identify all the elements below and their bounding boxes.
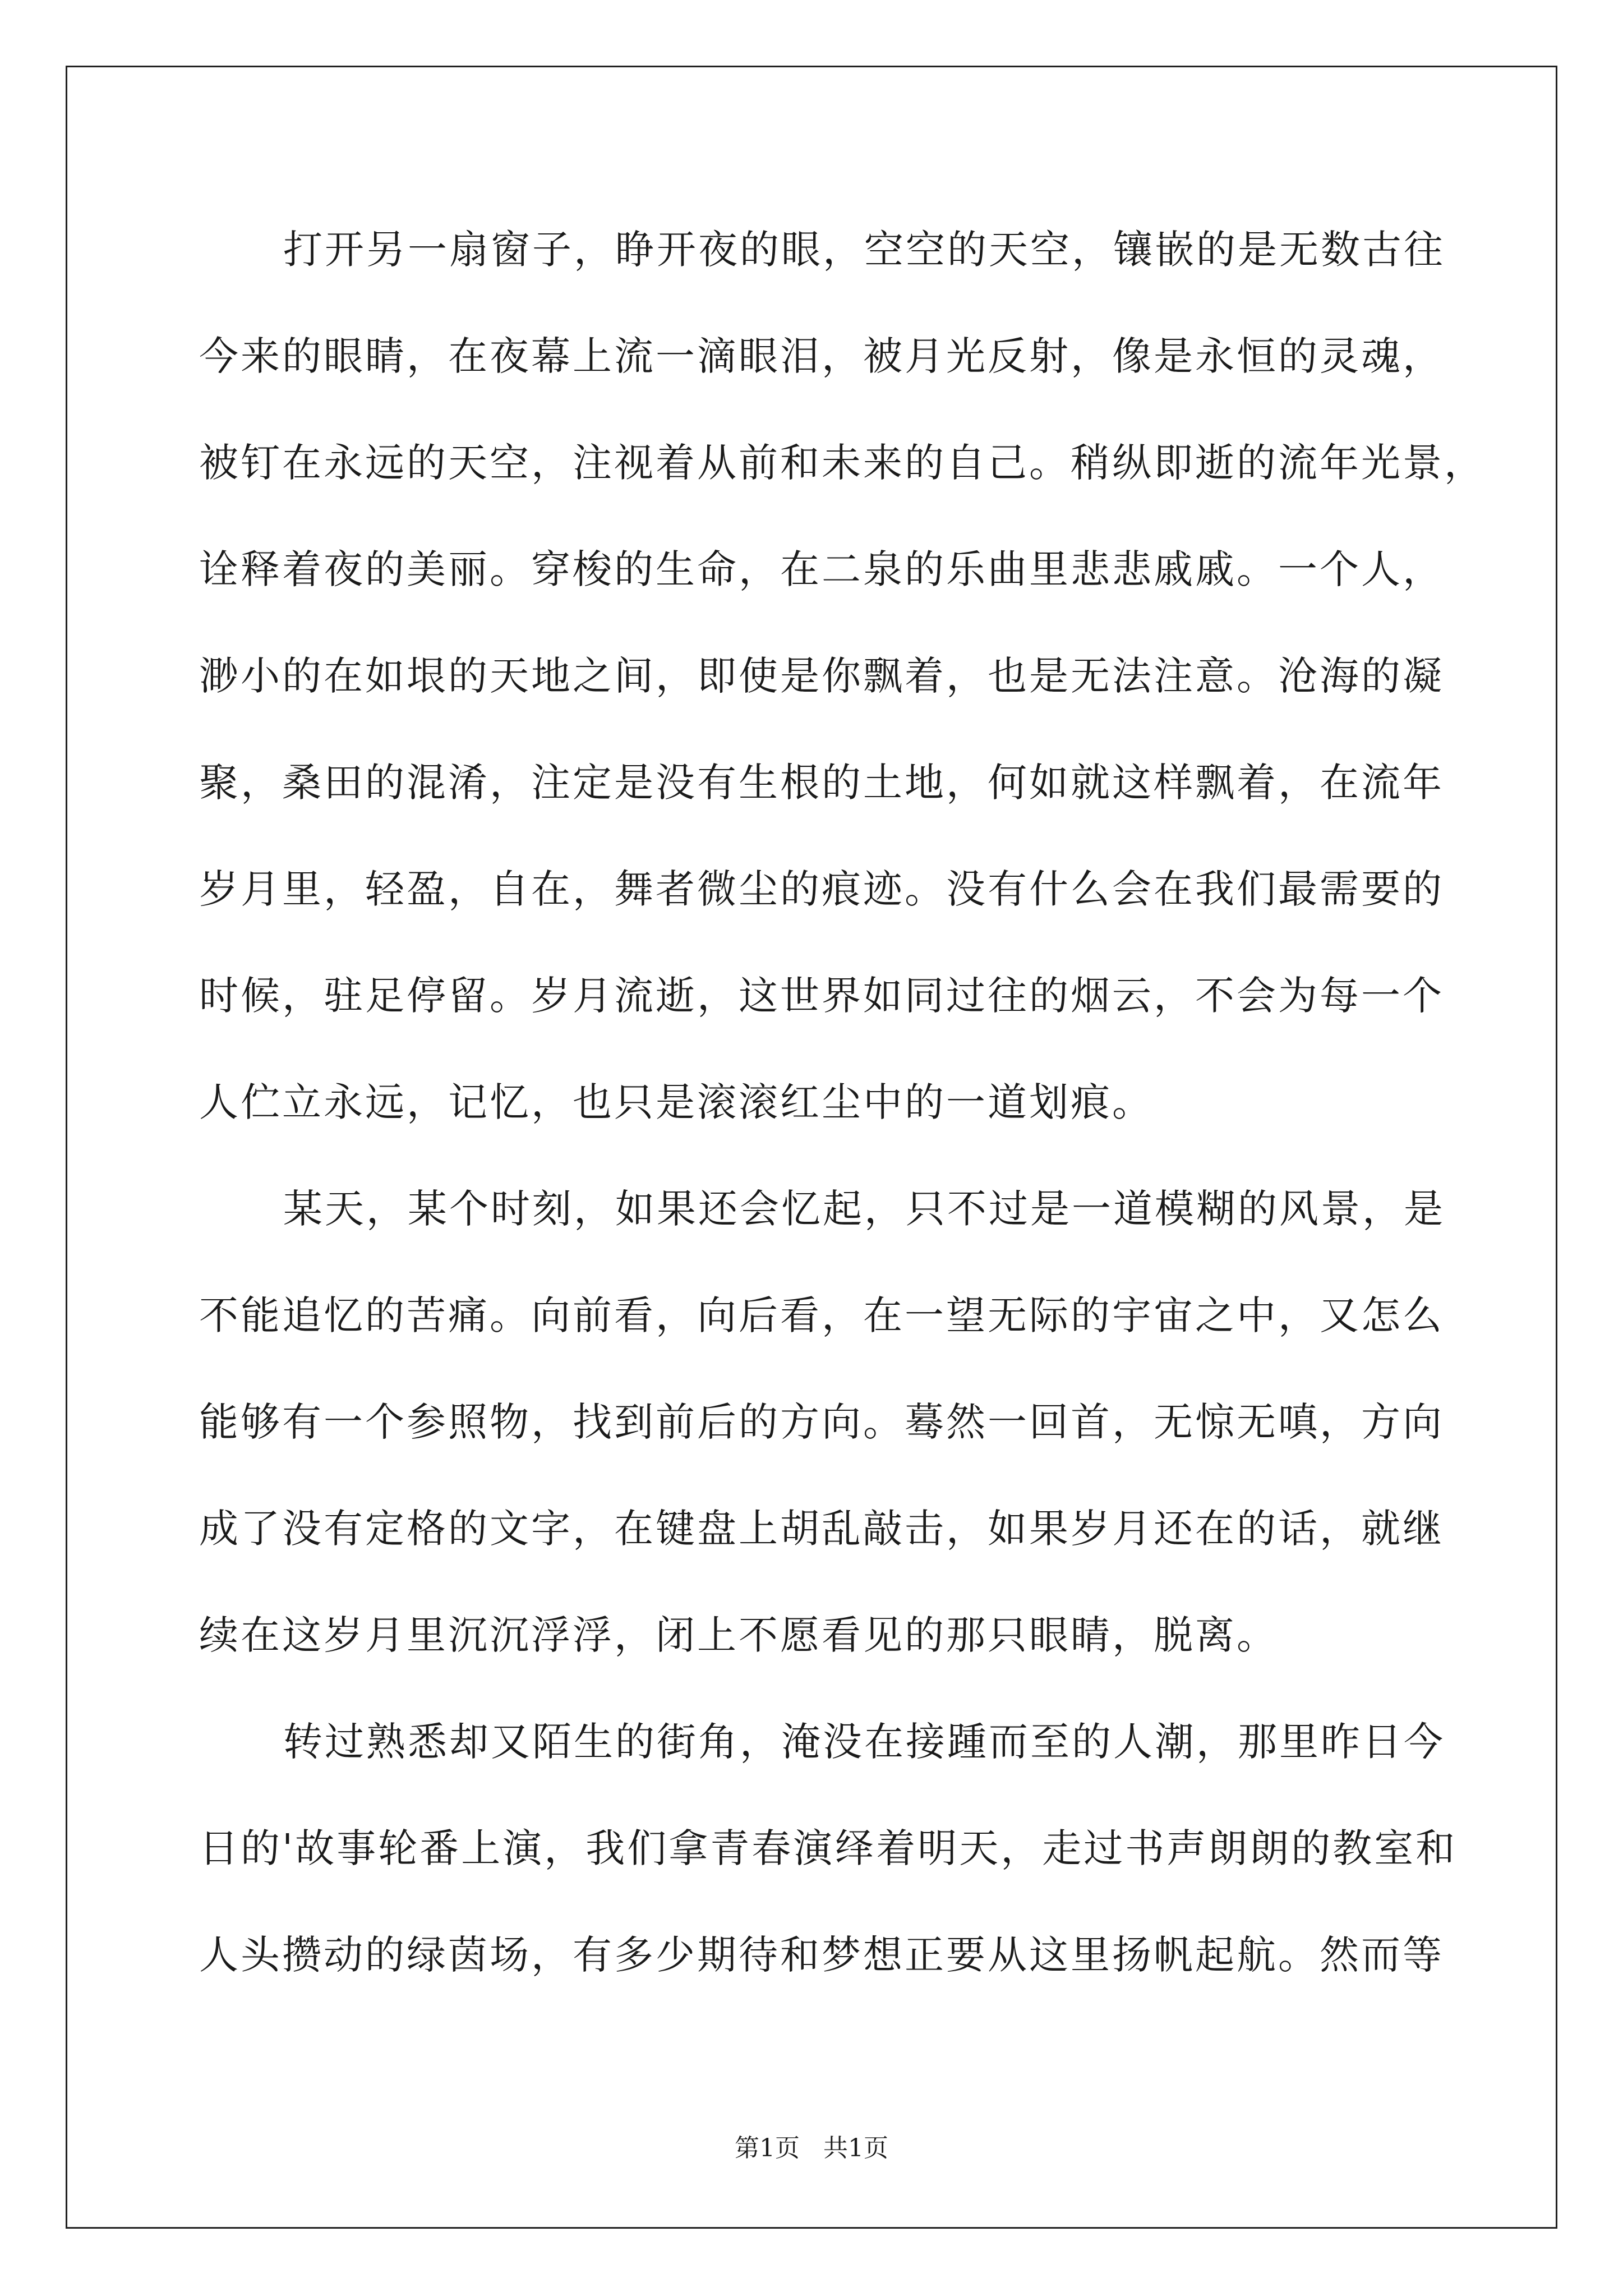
paragraph-1-line-9: 人伫立永远，记忆，也只是滚滚红尘中的一道划痕。	[199, 1079, 1154, 1125]
document-body	[199, 213, 1486, 2025]
paragraph-2-line-4: 成了没有定格的文字，在键盘上胡乱敲击，如果岁月还在的话，就继	[199, 1506, 1444, 1552]
paragraph-2-line-5: 续在这岁月里沉沉浮浮，闭上不愿看见的那只眼睛，脱离。	[199, 1612, 1278, 1658]
paragraph-1-line-5: 渺小的在如垠的天地之间，即使是你飘着，也是无法注意。沧海的凝	[199, 653, 1444, 699]
paragraph-2-line-2: 不能追忆的苦痛。向前看，向后看，在一望无际的宇宙之中，又怎么	[199, 1292, 1444, 1338]
paragraph-2-line-3: 能够有一个参照物，找到前后的方向。蓦然一回首，无惊无嗔，方向	[199, 1399, 1444, 1445]
paragraph-1-line-8: 时候，驻足停留。岁月流逝，这世界如同过往的烟云，不会为每一个	[199, 973, 1444, 1019]
paragraph-1-line-1: 打开另一扇窗子，睁开夜的眼，空空的天空，镶嵌的是无数古往	[283, 227, 1445, 273]
paragraph-3-line-1: 转过熟悉却又陌生的街角，淹没在接踵而至的人潮，那里昨日今	[283, 1719, 1445, 1765]
paragraph-3-line-2: 日的'故事轮番上演，我们拿青春演绎着明天，走过书声朗朗的教室和	[199, 1825, 1458, 1871]
paragraph-1-line-4: 诠释着夜的美丽。穿梭的生命，在二泉的乐曲里悲悲戚戚。一个人，	[199, 546, 1444, 592]
paragraph-1-line-6: 聚，桑田的混淆，注定是没有生根的土地，何如就这样飘着，在流年	[199, 760, 1444, 806]
paragraph-1-line-7: 岁月里，轻盈，自在，舞者微尘的痕迹。没有什么会在我们最需要的	[199, 866, 1444, 912]
page-footer: 第1页 共1页	[735, 2134, 888, 2162]
paragraph-1-line-2: 今来的眼睛，在夜幕上流一滴眼泪，被月光反射，像是永恒的灵魂，	[199, 333, 1444, 379]
paragraph-1-line-3: 被钉在永远的天空，注视着从前和未来的自己。稍纵即逝的流年光景，	[199, 440, 1486, 486]
paragraph-3-line-3: 人头攒动的绿茵场，有多少期待和梦想正要从这里扬帆起航。然而等	[199, 1932, 1444, 1978]
paragraph-2-line-1: 某天，某个时刻，如果还会忆起，只不过是一道模糊的风景，是	[283, 1186, 1445, 1232]
